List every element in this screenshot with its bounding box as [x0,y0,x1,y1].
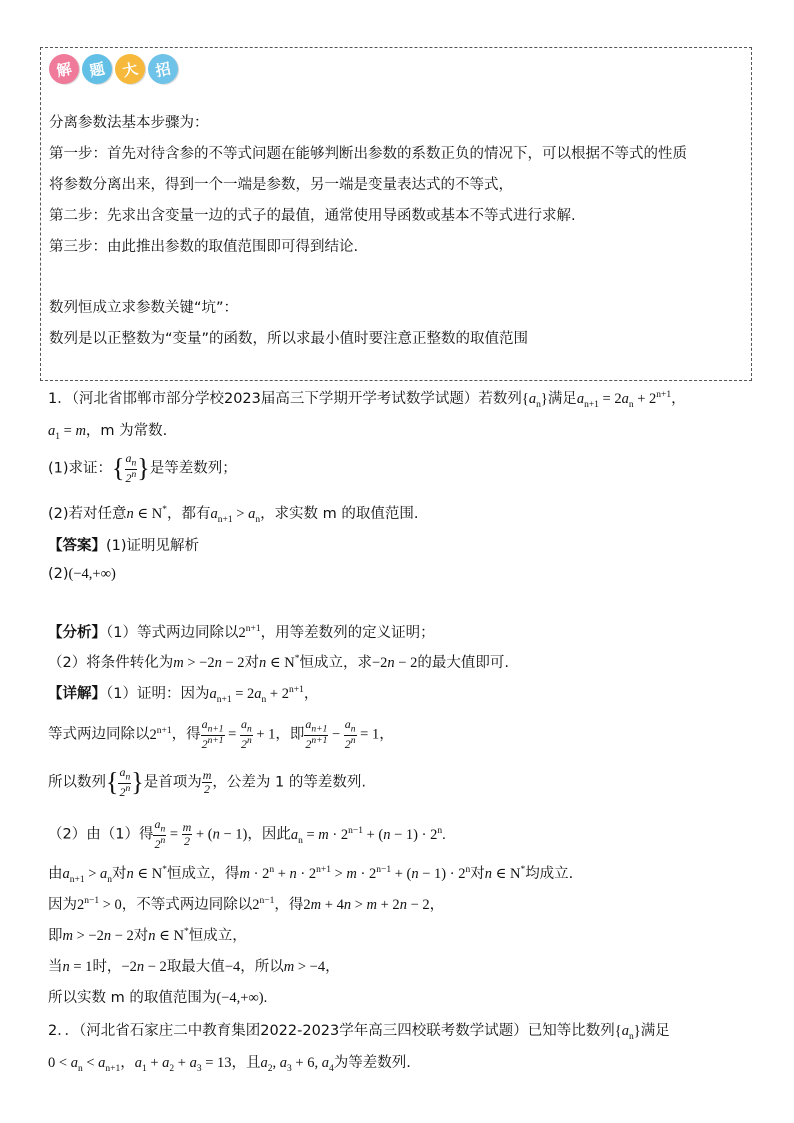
problem1-answer-1 [48,534,199,555]
problem2-cond-b: ，且 [231,1055,261,1071]
math-n-in-N: n ∈ N* [484,865,526,882]
problem2-stem-text2: 满足 [640,1023,670,1039]
math-m-gt-neg4: m > −4 [283,959,326,975]
problem1-detail-4: （2）由（1）得 $\frac{a_n}{2^n}$ = $\frac{m}{2}$ + (n − 1)，因此$a_n = m \cdot 2^{n-1} + (n - 1) \cdot 2^n$. [48,817,446,851]
math-frac: $\frac{a_n}{2^n}$ [154,817,166,851]
math-arith-terms: $a_2$, $a_3 + 6$, $a_4$ [260,1055,334,1074]
analysis-2c: 恒成立，求 [299,655,372,671]
detail-5b: 对 [112,866,127,882]
problem1-stem-text: 1．（河北省邯郸市部分学校2023届高三下学期开学考试数学试题）若数列 [48,391,522,407]
problem2-stem-text: 2．．（河北省石家庄二中教育集团2022-2023学年高三四校联考数学试题）已知等比数列 [48,1023,615,1039]
math-seq-an: $\{a_n\}$ [614,1023,641,1042]
problem1-stem-text2: 满足 [547,391,577,407]
problem1-answer-2 [48,566,116,583]
analysis-label: 【分析】 [48,625,106,641]
detail-6c: ，得 [274,897,304,913]
answer-2-label: (2) [48,566,69,582]
tip-line-4: 第二步：先求出含变量一边的式子的最值，通常使用导函数或基本不等式进行求解. [49,208,576,224]
problem1-detail-9 [48,986,267,1007]
math-m-gt: m > −2n − 2 [62,928,134,944]
detail-5e: 均成立. [525,866,574,882]
detail-7a: 即 [48,928,63,944]
tip-line-2: 第一步：首先对待含参的不等式问题在能够判断出参数的系数正负的情况下，可以根据不等式的性质 [49,146,687,162]
q2-post: ，求实数 m 的取值范围. [260,506,419,522]
problem2-cond-a: ， [120,1055,135,1071]
detail-8c: 取最大值 [166,959,225,975]
detail-2c: ，即 [275,726,305,743]
math-a1: $a_1 = m$ [48,423,86,442]
math-n-in-N: n ∈ N* [126,505,168,522]
detail-label: 【详解】 [48,686,106,702]
tip-line-6: 数列恒成立求参数关键“坑”： [49,300,239,316]
math-seq-an: $\{a_n\}$ [521,391,548,410]
detail-3c: ，公差为 1 的等差数列. [212,774,366,791]
problem1-analysis-2 [48,651,509,672]
problem1-detail-1: 【详解】（1）证明：因为$a_{n+1} = 2a_n + 2^{n+1}$， [48,685,319,705]
tip-line-5: 第三步：由此推出参数的取值范围即可得到结论. [49,239,359,255]
detail-7c: 恒成立， [188,928,247,944]
problem1-detail-6: 因为$2^{n-1} > 0$，不等式两边同除以$2^{n-1}$，得2m + 4n > m + 2n − 2， [48,896,445,913]
detail-8b: 时， [92,959,122,975]
math-neg2n2: −2n − 2 [371,655,418,671]
math-frac: $\frac{a_n}{2^n}$ [240,717,252,751]
tip-line-7: 数列是以正整数为“变量”的函数，所以求最小值时要注意正整数的取值范围 [49,331,529,347]
math-2n1-gt0: $2^{n-1} > 0$ [77,896,122,913]
problem1-detail-7 [48,924,247,945]
detail-8a: 当 [48,959,63,975]
detail-8d: ，所以 [240,959,284,975]
answer-label: 【答案】 [48,538,106,554]
detail-2a: 等式两边同除以 [48,726,150,743]
math-frac: $\frac{a_n}{2^n}$ [344,717,356,751]
detail-9a: 所以实数 m 的取值范围为 [48,990,217,1006]
detail-5a: 由 [48,866,63,882]
problem1-detail-5 [48,862,573,885]
tip-badge [49,54,178,84]
math-recurrence: $a_{n+1} = 2a_n + 2^{n+1}$ [576,390,672,410]
answer-1: (1)证明见解析 [106,538,200,554]
problem1-analysis-1 [48,621,435,642]
badge-char-3: 大 [112,51,148,87]
math-2-n-1: $2^{n-1}$ [252,896,275,913]
badge-char-1: 解 [46,51,82,87]
problem1-q2 [48,502,419,525]
math-frac: $\frac{a_{n+1}}{2^{n+1}}$ [201,717,224,751]
problem2-stem [48,1019,670,1042]
problem1-detail-2: 等式两边同除以$2^{n+1}$，得 $\frac{a_{n+1}}{2^{n+1}}$ = $\frac{a_n}{2^n}$ + 1，即 $\frac{a_{n+1}}{2^{n+1}}$ − $\frac{a_n}{2^n}$ = 1， [48,717,394,751]
problem1-stem [48,387,686,410]
detail-3a: 所以数列 [48,774,106,791]
problem2-condition [48,1051,411,1074]
tip-line-3: 将参数分离出来，得到一个一端是参数，另一端是变量表达式的不等式， [49,177,513,193]
math-increasing: $0 < a_n < a_{n+1}$ [48,1055,121,1074]
math-recurrence: $a_{n+1} = 2a_n + 2^{n+1}$ [209,685,304,705]
detail-5c: 恒成立，得 [167,866,240,882]
math-an1-gt-an: $a_{n+1} > a_n$ [210,506,261,525]
math-n-in-N: n ∈ N* [148,927,189,944]
tip-line-1: 分离参数法基本步骤为： [49,115,209,131]
math-frac-an-2n: $\frac{a_n}{2^n}$ [125,451,137,485]
math-2-n1: $2^{n+1}$ [238,624,261,641]
problem1-detail-8: 当n = 1时，−2n − 2取最大值−4，所以m > −4， [48,959,340,975]
math-n-in-N: n ∈ N* [126,865,168,882]
math-frac: $\frac{a_{n+1}}{2^{n+1}}$ [305,717,328,751]
detail-3b: 是首项为 [143,774,202,791]
math-m-gt: m > −2n − 2 [173,655,245,671]
math-ineq: $m \cdot 2^n + n \cdot 2^{n+1} > m \cdot 2^{n-1} + (n - 1) \cdot 2^n$ [239,865,471,882]
math-sum: $a_1 + a_2 + a_3 = 13$ [134,1055,232,1074]
analysis-1b: ，用等差数列的定义证明； [260,625,435,641]
method-tip-box [40,47,752,381]
problem2-cond-c: 为等差数列. [333,1055,411,1071]
analysis-2a: （2）将条件转化为 [48,655,174,671]
math-an1-gt-an: $a_{n+1} > a_n$ [62,866,113,885]
analysis-2d: 的最大值即可. [417,655,509,671]
detail-6a: 因为 [48,897,77,913]
math-n-in-N: n ∈ N* [259,654,300,671]
detail-1: （1）证明：因为 [106,686,210,702]
detail-4a: （2）由（1）得 [48,826,154,843]
analysis-2b: 对 [244,655,260,671]
math-an-formula: $a_n = m \cdot 2^{n-1} + (n - 1) \cdot 2^n$. [290,825,446,846]
math-neg2n2: −2n − 2 [121,959,167,975]
problem1-q1: (1)求证：{ $\frac{a_n}{2^n}$ }是等差数列； [48,451,237,485]
detail-5d: 对 [470,866,485,882]
detail-2b: ，得 [171,726,201,743]
answer-2-value: (−4,+∞) [68,566,116,582]
q2-mid: ，都有 [167,506,211,522]
problem1-detail-3: 所以数列{ $\frac{a_n}{2^n}$ }是首项为 $\frac{m}{2}$ ，公差为 1 的等差数列. [48,765,366,799]
badge-char-4: 招 [145,51,181,87]
math-frac-m-2: $\frac{m}{2}$ [182,819,192,849]
math-n-eq-1: n = 1 [62,959,93,975]
q2-pre: (2)若对任意 [48,506,127,522]
math-frac: $\frac{a_n}{2^n}$ [119,765,131,799]
detail-6b: ，不等式两边同除以 [121,897,253,913]
problem1-cond-text: ，m 为常数. [85,423,168,439]
detail-7b: 对 [133,928,149,944]
math-ineq2: 2m + 4n > m + 2n − 2 [303,897,430,913]
math-frac-m-2: $\frac{m}{2}$ [202,767,212,797]
q1-post: 是等差数列； [149,460,237,477]
detail-4b: ，因此 [247,826,291,843]
problem1-stem-text3: ， [671,391,686,407]
math-2-n1: $2^{n+1}$ [149,725,172,743]
analysis-1a: （1）等式两边同除以 [106,625,239,641]
detail-9b: (−4,+∞). [216,990,268,1006]
badge-char-2: 题 [79,51,115,87]
q1-pre: (1)求证： [48,460,113,477]
math-neg4: −4 [224,959,241,975]
problem1-condition [48,419,167,442]
